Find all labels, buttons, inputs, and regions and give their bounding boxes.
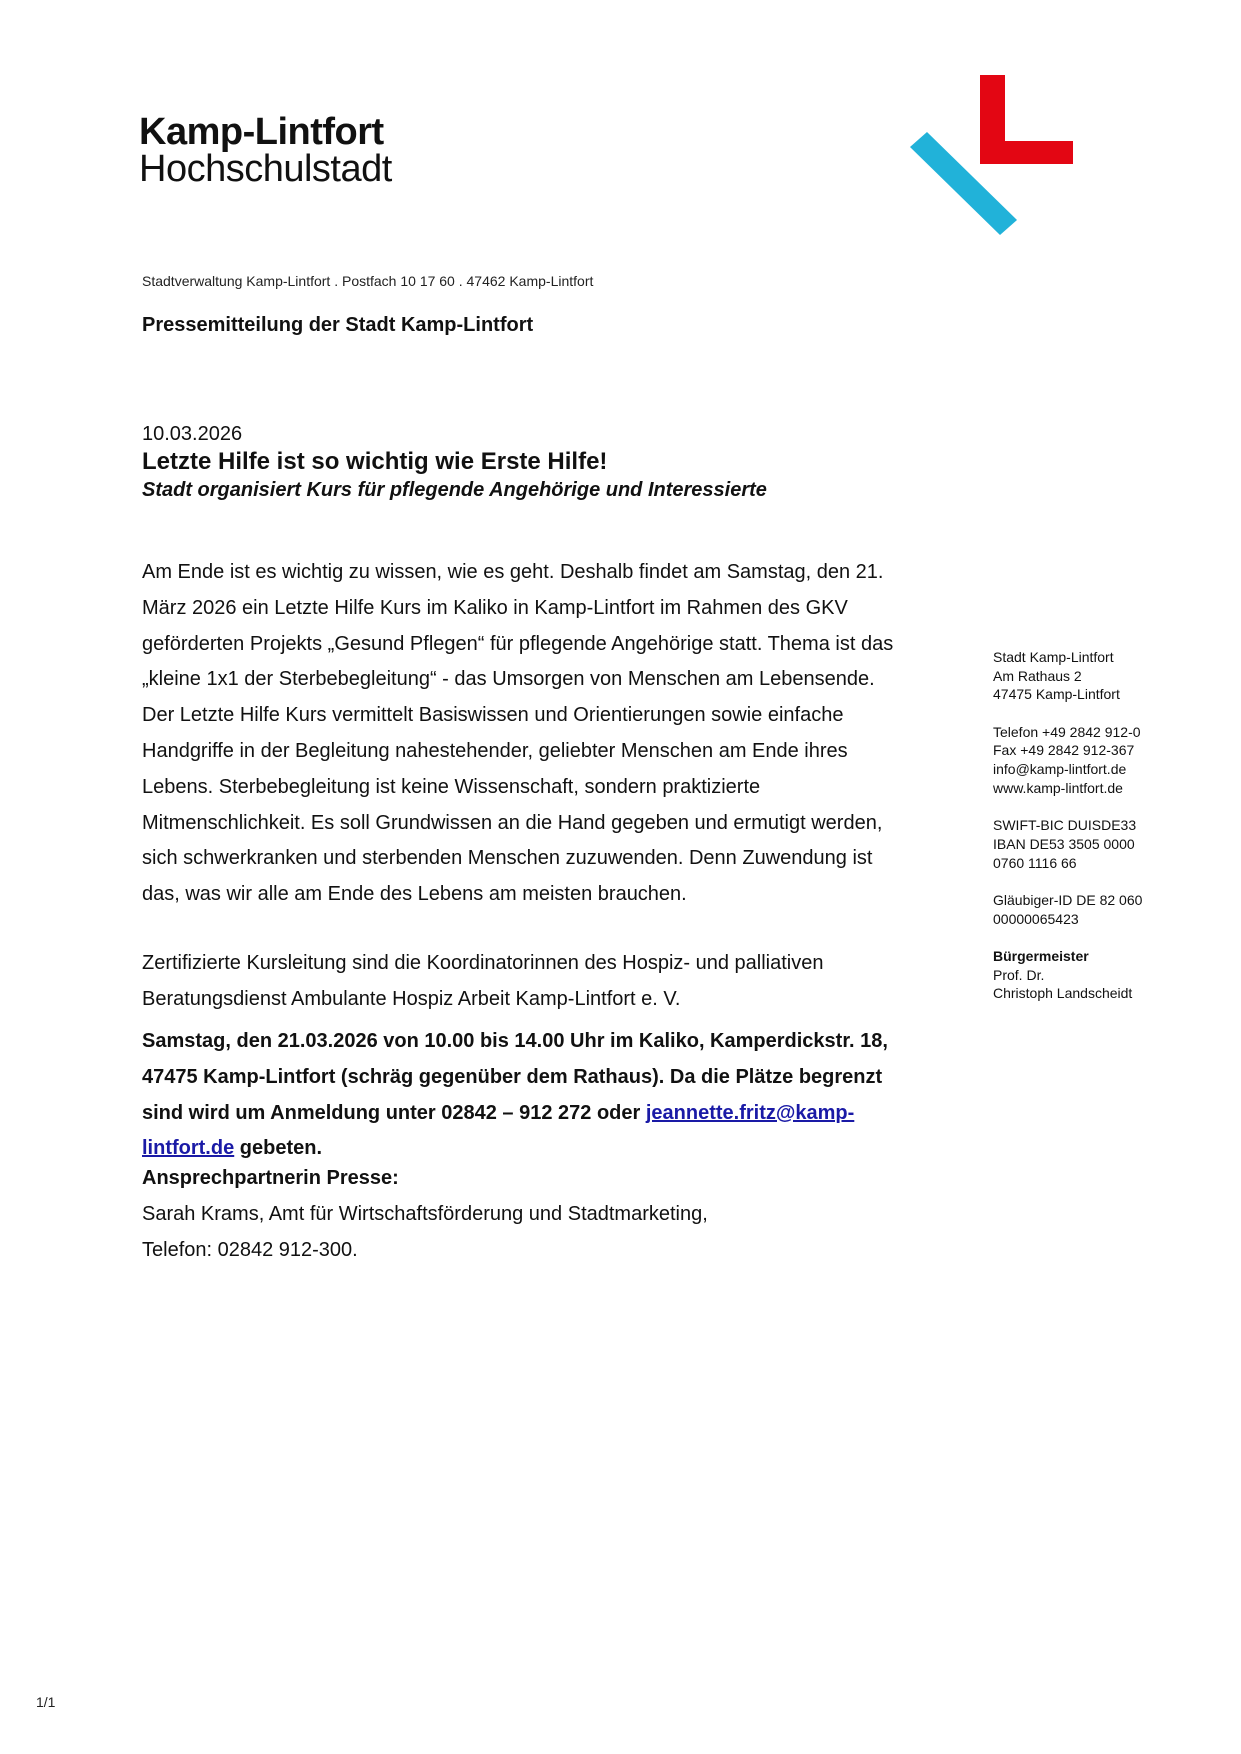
phone-line: Telefon +49 2842 912-0	[993, 723, 1141, 740]
email-link-continued[interactable]: lintfort.de	[142, 1137, 235, 1160]
press-contact-phone: Telefon: 02842 912-300.	[142, 1238, 358, 1261]
closing-text: gebeten.	[234, 1137, 323, 1160]
text-line: Zertifizierte Kursleitung sind die Koordinatorinnen des Hospiz- und palliativen	[142, 952, 824, 974]
registration-text: sind wird um Anmeldung unter 02842 – 912 272 oder	[142, 1101, 646, 1124]
city-info-sidebar	[993, 648, 1233, 1003]
page-number: 1/1	[36, 1694, 56, 1710]
spacer	[993, 872, 1233, 891]
press-contact-heading: Ansprechpartnerin Presse:	[142, 1167, 399, 1189]
sender-address-line: Stadtverwaltung Kamp-Lintfort . Postfach 10 17 60 . 47462 Kamp-Lintfort	[142, 273, 594, 289]
event-details-paragraph	[142, 1024, 942, 1167]
kamp-lintfort-logo-icon	[900, 70, 1080, 245]
spacer	[993, 928, 1233, 947]
address-line: 47475 Kamp-Lintfort	[993, 686, 1120, 703]
bank-line: IBAN DE53 3505 0000	[993, 835, 1135, 852]
intro-paragraph	[142, 555, 942, 913]
text-line: Beratungsdienst Ambulante Hospiz Arbeit Kamp-Lintfort e. V.	[142, 987, 681, 1010]
text-line: Mitmenschlichkeit. Es soll Grundwissen an die Hand gegeben und ermutigt werden,	[142, 811, 883, 834]
press-contact	[142, 1161, 942, 1268]
fax-line: Fax +49 2842 912-367	[993, 742, 1135, 759]
spacer	[993, 704, 1233, 723]
text-line: 47475 Kamp-Lintfort (schräg gegenüber dem Rathaus). Da die Plätze begrenzt	[142, 1065, 883, 1088]
text-line: sich schwerkranken und sterbenden Menschen zuzuwenden. Denn Zuwendung ist	[142, 847, 873, 870]
bank-line: SWIFT-BIC DUISDE33	[993, 817, 1137, 834]
email-line: info@kamp-lintfort.de	[993, 761, 1127, 778]
email-link[interactable]: jeannette.fritz@kamp-	[645, 1101, 855, 1124]
text-line: Am Ende ist es wichtig zu wissen, wie es geht. Deshalb findet am Samstag, den 21.	[142, 561, 884, 583]
address-line: Stadt Kamp-Lintfort	[993, 649, 1114, 665]
text-line: „kleine 1x1 der Sterbebegleitung“ - das Umsorgen von Menschen am Lebensende.	[142, 668, 875, 691]
mayor-name-line: Christoph Landscheidt	[993, 985, 1133, 1002]
text-line: geförderten Projekts „Gesund Pflegen“ für pflegende Angehörige statt. Thema ist das	[142, 632, 894, 655]
document-type-heading: Pressemitteilung der Stadt Kamp-Lintfort	[142, 314, 534, 336]
text-line: das, was wir alle am Ende des Lebens am meisten brauchen.	[142, 883, 687, 906]
mayor-title: Bürgermeister	[993, 948, 1089, 964]
creditor-id-line: Gläubiger-ID DE 82 060	[993, 891, 1143, 908]
page-title: Letzte Hilfe ist so wichtig wie Erste Hilfe!	[142, 448, 608, 475]
brand-name: Kamp-Lintfort	[139, 111, 384, 153]
text-line	[142, 1096, 942, 1132]
website-line: www.kamp-lintfort.de	[993, 779, 1123, 796]
text-line: Lebens. Sterbebegleitung ist keine Wissenschaft, sondern praktizierte	[142, 775, 761, 798]
release-date: 10.03.2026	[142, 423, 243, 445]
text-line: Der Letzte Hilfe Kurs vermittelt Basiswissen und Orientierungen sowie einfache	[142, 704, 844, 727]
text-line: März 2026 ein Letzte Hilfe Kurs im Kaliko in Kamp-Lintfort im Rahmen des GKV	[142, 596, 848, 619]
spacer	[993, 798, 1233, 817]
subtitle: Stadt organisiert Kurs für pflegende Angehörige und Interessierte	[142, 479, 767, 501]
creditor-id-line: 00000065423	[993, 910, 1079, 927]
bank-line: 0760 1116 66	[993, 854, 1077, 871]
leadership-paragraph	[142, 946, 942, 1018]
mayor-name-line: Prof. Dr.	[993, 966, 1045, 983]
address-line: Am Rathaus 2	[993, 667, 1082, 684]
brand-tagline: Hochschulstadt	[139, 148, 392, 190]
text-line: Handgriffe in der Begleitung nahestehender, geliebter Menschen am Ende ihres	[142, 739, 848, 762]
press-contact-name: Sarah Krams, Amt für Wirtschaftsförderung und Stadtmarketing,	[142, 1202, 708, 1225]
text-line: Samstag, den 21.03.2026 von 10.00 bis 14.00 Uhr im Kaliko, Kamperdickstr. 18,	[142, 1030, 888, 1052]
